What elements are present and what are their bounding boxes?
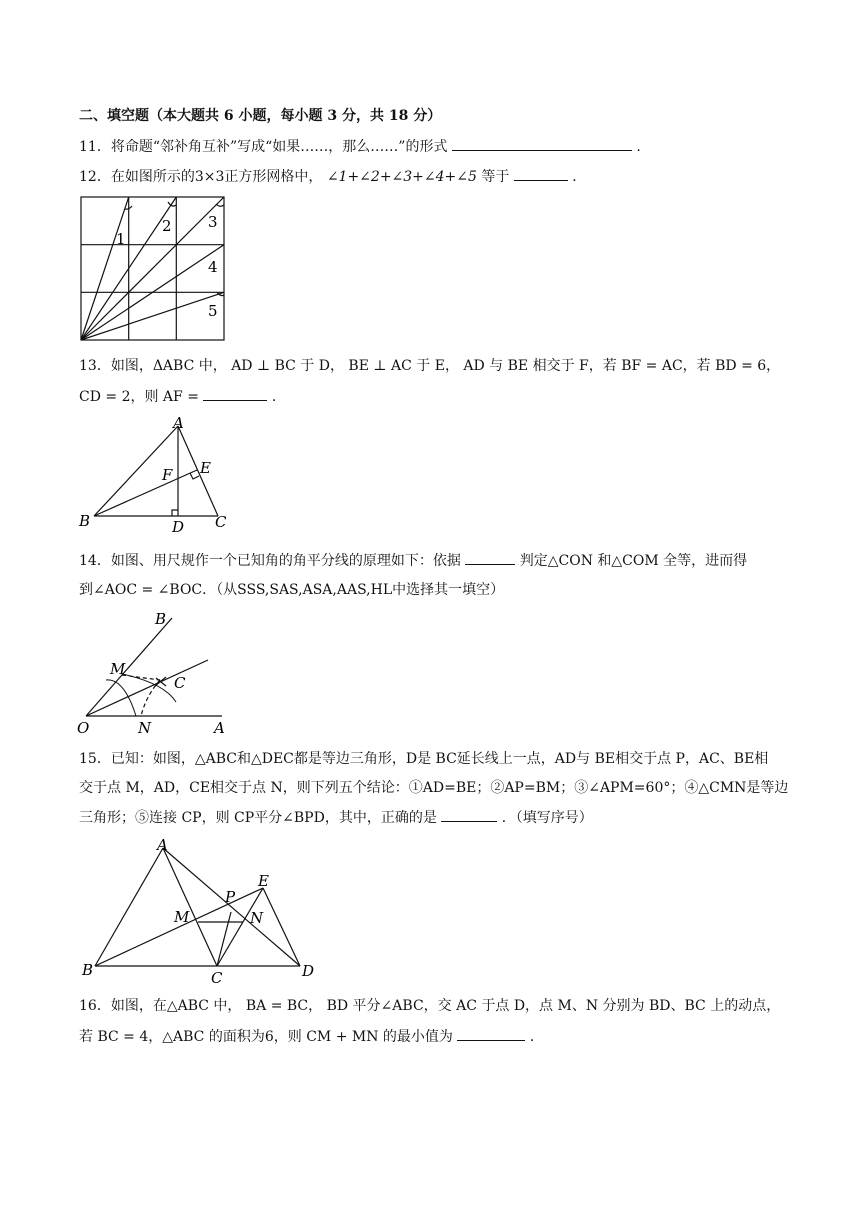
q15-label-a: A: [157, 836, 168, 854]
q15-text-a: 三角形；⑤连接 CP，则 CP平分∠BPD，其中，正确的是: [79, 810, 437, 826]
section-heading: 二、填空题（本大题共 6 小题，每小题 3 分，共 18 分）: [79, 108, 442, 124]
q13-answer-blank[interactable]: [203, 386, 267, 401]
q15-text-b: ．（填写序号）: [501, 810, 593, 826]
q12-angle-label-1: 1: [116, 230, 126, 248]
q12-angle-label-2: 2: [162, 217, 172, 235]
q13-label-f: F: [162, 466, 173, 484]
q12-end: ．: [572, 169, 587, 185]
q12-grid-figure: [80, 196, 226, 342]
q13-label-e: E: [200, 459, 211, 477]
question-14-line-1: [79, 550, 747, 571]
q11-answer-blank[interactable]: [452, 136, 632, 151]
question-16-line-1: 16．如图，在△ABC 中， BA = BC， BD 平分∠ABC，交 AC 于点 D，点 M、N 分别为 BD、BC 上的动点，: [79, 998, 781, 1014]
q13-label-d: D: [172, 518, 185, 536]
q14-label-o: O: [77, 719, 90, 737]
question-15-line-3: [79, 807, 593, 828]
q13-label-a: A: [173, 414, 184, 432]
q11-end: .: [636, 139, 641, 155]
q14-label-c: C: [174, 674, 186, 692]
question-11: [79, 136, 641, 157]
question-16-line-2: [79, 1026, 534, 1047]
q14-label-m: M: [110, 660, 126, 678]
question-13-line-2: [79, 386, 276, 407]
q12-text-b: 等于: [481, 169, 510, 185]
q14-bisector-figure: [76, 608, 236, 738]
q13-label-c: C: [215, 513, 227, 531]
question-13-line-1: 13．如图，ΔABC 中， AD ⊥ BC 于 D， BE ⊥ AC 于 E， AD 与 BE 相交于 F，若 BF = AC，若 BD = 6，: [79, 358, 781, 374]
q15-label-c: C: [211, 969, 223, 987]
question-15-line-1: 15．已知：如图，△ABC和△DEC都是等边三角形，D是 BC延长线上一点，AD与 BE相交于点 P，AC、BE相: [79, 751, 769, 767]
q12-angle-label-3: 3: [208, 213, 218, 231]
q13-label-b: B: [79, 512, 91, 530]
q15-equilateral-figure: [80, 838, 320, 988]
q14-label-a: A: [214, 719, 225, 737]
q16-answer-blank[interactable]: [457, 1026, 525, 1041]
question-15-line-2: 交于点 M，AD，CE相交于点 N，则下列五个结论：①AD=BE；②AP=BM；③∠APM=60°；④△CMN是等边: [79, 780, 789, 796]
q16-end: .: [529, 1029, 535, 1045]
q11-text: 11．将命题“邻补角互补”写成“如果……，那么……”的形式: [79, 139, 448, 155]
q12-expression: ∠1+∠2+∠3+∠4+∠5: [326, 169, 477, 185]
q14-label-b: B: [155, 610, 167, 628]
q12-angle-label-5: 5: [208, 302, 218, 320]
q15-label-n: N: [250, 909, 264, 927]
question-14-line-2: 到∠AOC = ∠BOC．（从SSS,SAS,ASA,AAS,HL中选择其一填空）: [79, 582, 505, 598]
q14-text-b: 判定△CON 和△COM 全等，进而得: [519, 553, 748, 569]
q14-text-a: 14．如图、用尺规作一个已知角的角平分线的原理如下：依据: [79, 553, 461, 569]
q15-label-d: D: [302, 962, 315, 980]
q15-label-e: E: [258, 872, 269, 890]
q15-answer-blank[interactable]: [441, 807, 497, 822]
q12-angle-label-4: 4: [208, 258, 218, 276]
q15-label-m: M: [174, 908, 190, 926]
q12-text-a: 12．在如图所示的3×3正方形网格中，: [79, 169, 323, 185]
q13-text: CD = 2，则 AF =: [79, 389, 199, 405]
q14-answer-blank[interactable]: [465, 550, 515, 565]
q12-answer-blank[interactable]: [514, 166, 568, 181]
question-12: [79, 166, 586, 187]
q15-label-p: P: [225, 888, 236, 906]
q15-label-b: B: [82, 961, 94, 979]
q16-text: 若 BC = 4，△ABC 的面积为6，则 CM + MN 的最小值为: [79, 1029, 453, 1045]
q13-triangle-figure: [76, 410, 236, 534]
q14-label-n: N: [138, 719, 152, 737]
q13-end: .: [271, 389, 277, 405]
